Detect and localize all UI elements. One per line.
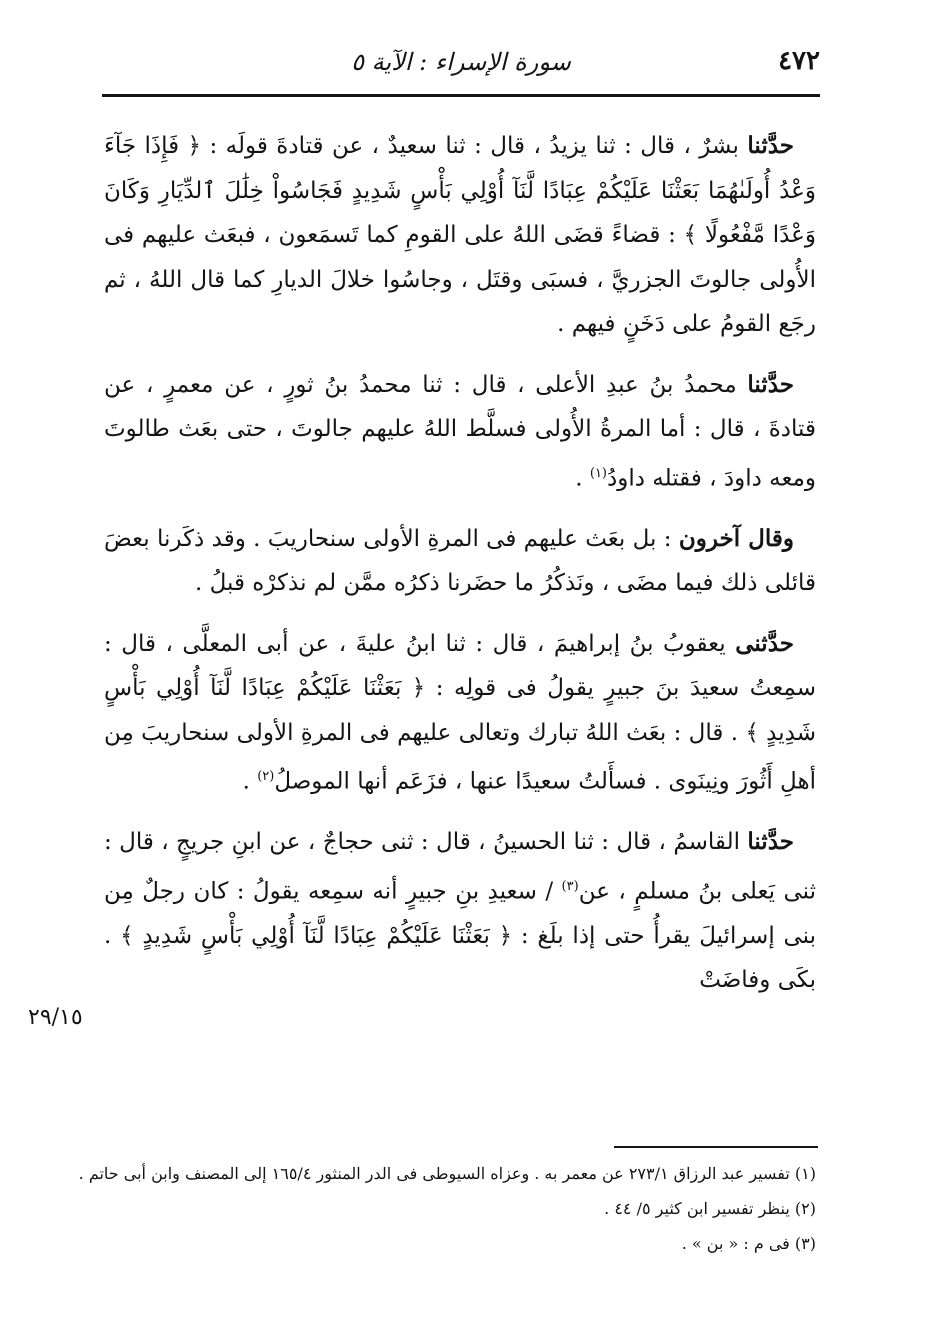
- page-header: [102, 40, 820, 92]
- margin-reference: ٢٩/١٥: [28, 1005, 83, 1030]
- paragraph-lead: حدَّثنا: [747, 370, 794, 398]
- paragraph-lead: حدَّثنى: [735, 629, 794, 657]
- footnote-marker[interactable]: (٣): [561, 878, 579, 894]
- body-text: [104, 124, 816, 1019]
- paragraph-text: القاسمُ ، قال : ثنا الحسينُ ، قال : ثنى حجاجٌ ، عن ابنِ جريجٍ ، قال : ثنى يَعلى بنُ مسلمٍ ، عن: [104, 829, 816, 905]
- footnote: (٢) ينظر تفسير ابن كثير ٥/ ٤٤ .: [604, 1199, 816, 1218]
- paragraph-tail: / سعيدِ بنِ جبيرٍ أنه سمِعه يقولُ : كان رجلٌ مِن بنى إسرائيلَ يقرأُ حتى إذا بلَغ : ﴿ بَعَثْنَا عَلَيْكُمْ عِبَادًا لَّنَآ أُوْلِي بَأْسٍ شَدِيدٍ ﴾ . بكَى وفاضَتْ: [104, 878, 816, 994]
- paragraph-text: بشرٌ ، قال : ثنا يزيدُ ، قال : ثنا سعيدٌ ، عن قتادةَ قولَه : ﴿ فَإِذَا جَآءَ وَعْدُ أُولَىٰهُمَا بَعَثْنَا عَلَيْكُمْ عِبَادًا لَّنَآ أُوْلِي بَأْسٍ شَدِيدٍ فَجَاسُواْ خِلَٰلَ ٱلدِّيَارِ وَكَانَ وَعْدًا مَّفْعُولًا ﴾ : قضاءً قضَى اللهُ على القومِ كما تَسمَعون ، فبعَث عليهم فى الأُولى جالوتَ الجزريَّ ، فسبَى وقتَل ، وجاسُوا خلالَ الديارِ كما قال اللهُ ، ثم رجَع القومُ على دَخَنٍ فيهم .: [104, 133, 816, 337]
- paragraph: [104, 820, 816, 1003]
- footnote-rule: [614, 1146, 818, 1148]
- footnote: (٣) فى م : « بن » .: [681, 1234, 816, 1253]
- paragraph-tail: .: [242, 768, 258, 795]
- paragraph: [104, 124, 816, 347]
- paragraph-text: يعقوبُ بنُ إبراهيمَ ، قال : ثنا ابنُ عليةَ ، عن أبى المعلَّى ، قال : سمِعتُ سعيدَ بنَ جبيرٍ يقولُ فى قولِه : ﴿ بَعَثْنَا عَلَيْكُمْ عِبَادًا لَّنَآ أُوْلِي بَأْسٍ شَدِيدٍ ﴾ . قال : بعَث اللهُ تبارك وتعالى عليهم فى المرةِ الأولى سنحاريبَ مِن أهلِ أَثُورَ ونِينَوى . فسأَلتُ سعيدًا عنها ، فزَعَم أنها الموصلُ: [104, 630, 816, 795]
- footnote: (١) تفسير عبد الرزاق ٢٧٣/١ عن معمر به . وعزاه السيوطى فى الدر المنثور ١٦٥/٤ إلى المصنف وابن أبى حاتم .: [78, 1164, 816, 1183]
- paragraph-lead: وقال آخرون: [678, 524, 795, 552]
- paragraph: [104, 517, 816, 606]
- paragraph-lead: حدَّثنا: [747, 828, 794, 856]
- paragraph-lead: حدَّثنا: [747, 132, 795, 159]
- footnote-marker[interactable]: (١): [589, 465, 607, 481]
- paragraph: [104, 363, 816, 501]
- page-number: ٤٧٢: [778, 46, 820, 76]
- header-rule: [102, 94, 820, 97]
- paragraph-text: : بل بعَث عليهم فى المرةِ الأولى سنحاريبَ . وقد ذكَرنا بعضَ قائلى ذلك فيما مضَى ، ونَذكُرُ ما حضَرنا ذكرُه ممَّن لم نذكرْه قبلُ .: [104, 525, 816, 597]
- paragraph-tail: .: [575, 465, 590, 492]
- paragraph: [104, 622, 816, 805]
- paragraph-text: محمدُ بنُ عبدِ الأعلى ، قال : ثنا محمدُ بنُ ثورٍ ، عن معمرٍ ، عن قتادةَ ، قال : أما المرةُ الأُولى فسلَّط اللهُ عليهم جالوتَ ، حتى بعَث طالوتَ ومعه داودَ ، فقتله داودُ: [104, 371, 816, 492]
- footnotes: [78, 1156, 816, 1261]
- footnote-marker[interactable]: (٢): [257, 769, 275, 785]
- running-title: سورة الإسراء : الآية ٥: [351, 48, 571, 76]
